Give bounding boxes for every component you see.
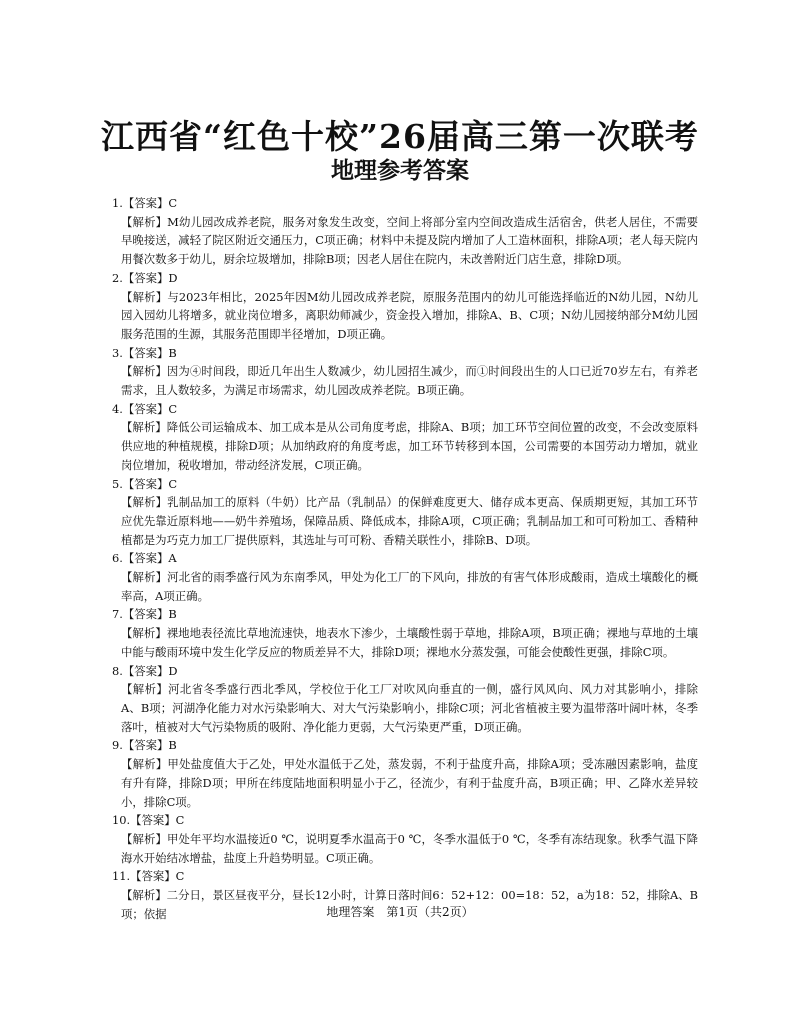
analysis-text: 【解析】M幼儿园改成养老院，服务对象发生改变，空间上将部分室内空间改造成生活宿舍，供老人居住，不需要早晚接送，减轻了院区附近交通压力，C项正确；材料中未提及院内增加了人工造林面积，排除A项；老人每天院内用餐次数多于幼儿，厨余垃圾增加，排除B项；因老人居住在院内，未改善附近门店生意，排除D项。 (121, 214, 698, 267)
analysis-text: 【解析】甲处年平均水温接近0 ℃，说明夏季水温高于0 ℃，冬季水温低于0 ℃，冬季有冻结现象。秋季气温下降海水开始结冰增盐，盐度上升趋势明显。C项正确。 (121, 831, 698, 865)
answer-item-4 (112, 400, 698, 475)
analysis-text: 【解析】降低公司运输成本、加工成本是从公司角度考虑，排除A、B项；加工环节空间位置的改变，不会改变原料供应地的种植规模，排除D项；从加纳政府的角度考虑，加工环节转移到本国，公司需要的本国劳动力增加，就业岗位增加，税收增加，带动经济发展，C项正确。 (121, 420, 698, 472)
answer-key: 1.【答案】C (112, 196, 178, 210)
answer-item-3 (112, 344, 698, 400)
answer-key: 3.【答案】B (112, 345, 177, 360)
answer-key: 9.【答案】B (112, 738, 177, 753)
page-subtitle: 地理参考答案 (331, 158, 469, 184)
analysis-text: 【解析】乳制品加工的原料（牛奶）比产品（乳制品）的保鲜难度更大、储存成本更高、保质期更短，其加工环节应优先靠近原料地——奶牛养殖场，保障品质、降低成本，排除A项，C项正确；乳制品加工和可可粉加工、香精种植都是为巧克力加工厂提供原料，其选址与可可粉、香精关联性小，排除B、D项。 (121, 495, 698, 547)
analysis-text: 【解析】与2023年相比，2025年因M幼儿园改成养老院，原服务范围内的幼儿可能选择临近的N幼儿园，N幼儿园入园幼儿将增多，就业岗位增多，离职幼师减少，资金投入增加，排除A、B、C项；N幼儿园接纳部分M幼儿园服务范围的生源，其服务范围即半径增加，D项正确。 (121, 289, 698, 341)
analysis-text: 【解析】二分日，景区昼夜平分，昼长12小时，计算日落时间6：52+12：00=18：52，a为18：52，排除A、B项；依据 (121, 888, 698, 921)
answer-item-5 (112, 475, 698, 550)
page-footer: 地理答案 第1页（共2页） (326, 905, 474, 919)
answer-key: 7.【答案】B (112, 607, 177, 622)
answer-item-7 (112, 605, 698, 661)
analysis-text: 【解析】因为④时间段，即近几年出生人数减少，幼儿园招生减少，而①时间段出生的人口已近70岁左右，有养老需求，且人数较多，为满足市场需求，幼儿园改成养老院。B项正确。 (121, 364, 698, 398)
answer-key: 5.【答案】C (112, 476, 178, 491)
answer-key: 4.【答案】C (112, 401, 178, 416)
answer-item-2 (112, 269, 698, 344)
answer-item-8 (112, 662, 698, 737)
answer-item-9 (112, 736, 698, 811)
answer-key: 8.【答案】D (112, 663, 178, 678)
page-title: 江西省“红色十校”26届高三第一次联考 (101, 117, 699, 156)
answer-key: 2.【答案】D (112, 270, 178, 285)
analysis-text: 【解析】裸地地表径流比草地流速快，地表水下渗少，土壤酸性弱于草地，排除A项，B项正确；裸地与草地的土壤中能与酸雨环境中发生化学反应的物质差异不大，排除D项；裸地水分蒸发强，可能会使酸性更强，排除C项。 (121, 626, 698, 659)
analysis-text: 【解析】河北省冬季盛行西北季风，学校位于化工厂对吹风向垂直的一侧，盛行风风向、风力对其影响小，排除A、B项；河湖净化能力对水污染影响大、对大气污染影响小，排除C项；河北省植被主要为温带落叶阔叶林，冬季落叶，植被对大气污染物质的吸附、净化能力更弱，大气污染更严重，D项正确。 (121, 682, 698, 734)
answer-key: 6.【答案】A (112, 551, 177, 566)
analysis-text: 【解析】河北省的雨季盛行风为东南季风，甲处为化工厂的下风向，排放的有害气体形成酸雨，造成土壤酸化的概率高，A项正确。 (121, 570, 698, 603)
analysis-text: 【解析】甲处盐度值大于乙处，甲处水温低于乙处，蒸发弱，不利于盐度升高，排除A项；受冻融因素影响，盐度有升有降，排除D项；甲所在纬度陆地面积明显小于乙，径流少，有利于盐度升高，B项正确；甲、乙降水差异较小，排除C项。 (121, 757, 698, 809)
answer-key: 10.【答案】C (112, 813, 185, 828)
answer-item-1 (112, 194, 698, 269)
answer-list (112, 194, 698, 923)
answer-item-6 (112, 549, 698, 605)
answer-key: 11.【答案】C (112, 869, 185, 884)
answer-item-10 (112, 811, 698, 867)
